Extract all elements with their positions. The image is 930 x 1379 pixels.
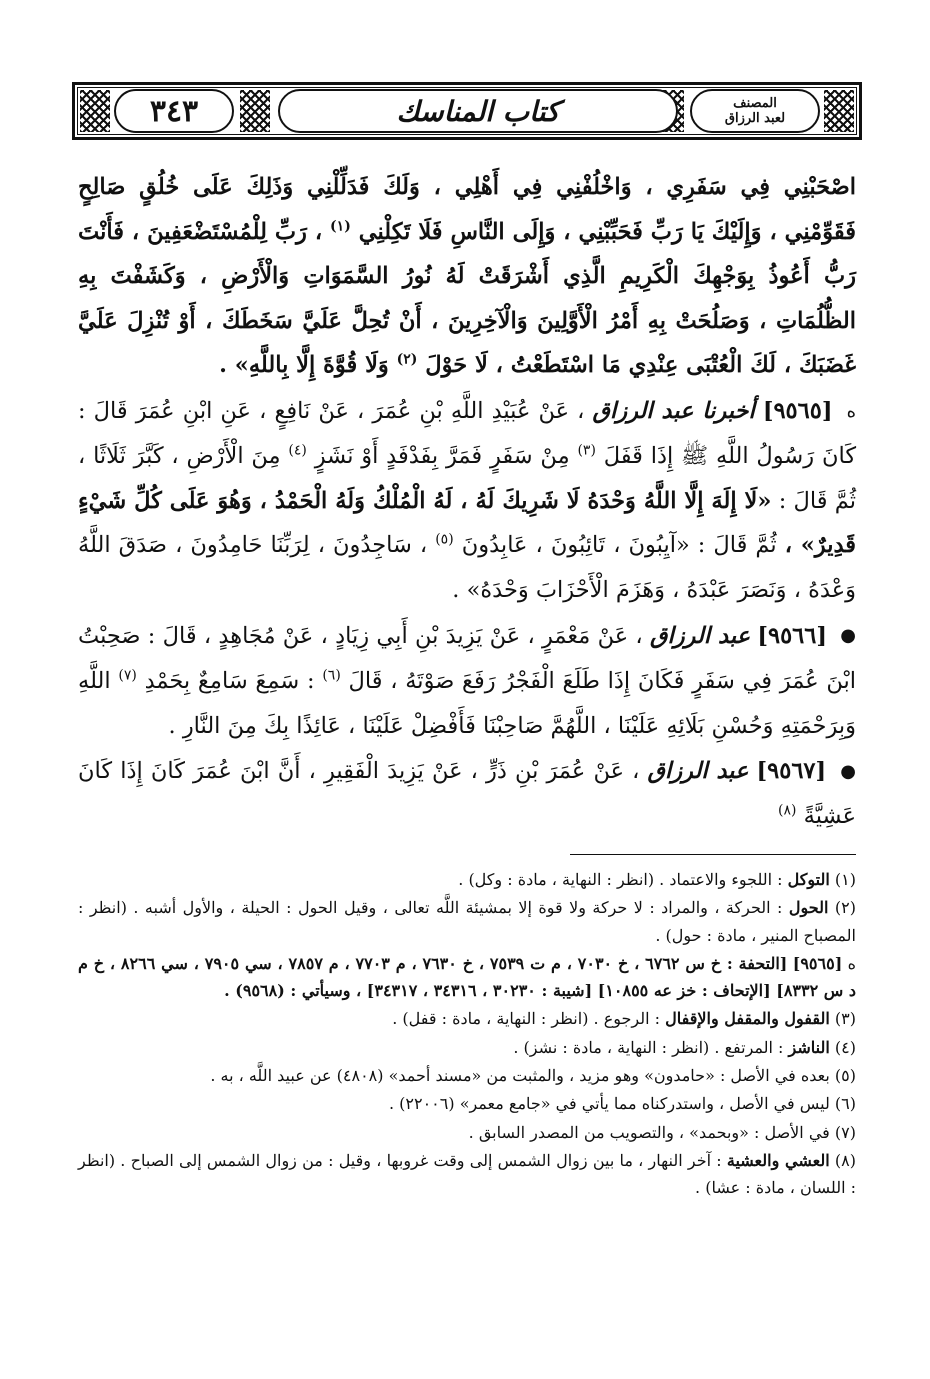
hadith-marker: ● [840,625,856,647]
ornament-pattern [240,90,270,132]
main-text [78,165,856,839]
text-line: وَإِلَيْكَ يَا رَبِّ فَحَبِّبْنِي ، وَإِلَى النَّاسِ فَلَا تَكِلْنِي [358,218,762,245]
text-line: وَنَصَرَ عَبْدَهُ ، وَهَزَمَ الْأَحْزَابَ وَحْدَهُ» . [452,577,787,604]
hadith-9567 [78,749,856,839]
footnote-term: التوكل [787,870,830,889]
text-line: اصْحَبْنِي فِي سَفَرِي ، وَاخْلُفْنِي فِي أَهْلِي ، وَلَكَ فَدَلِّلْنِي وَذَلِكَ عَلَى خُلُقٍ صَالِحٍ فَقَوِّمْنِي ، [78,174,856,245]
text-line: «لَا إِلَهَ إِلَّا اللَّهُ وَحْدَهُ لَا شَرِيكَ لَهُ ، لَهُ الْمُلْكُ وَلَهُ الْحَمْدُ ، وَهُوَ عَلَى كُلِّ شَيْءٍ قَدِيرٌ» ، [78,487,857,559]
footnote-number: (٢) [834,898,856,918]
footnote-ref: (٢) [396,351,418,368]
footnote-item [78,1062,856,1089]
text-line: : سَمِعَ سَامِعٌ بِحَمْدِ [144,667,315,694]
text-line: بِوَجْهِكَ الْكَرِيمِ الَّذِي أَشْرَقَتْ لَهُ نُورُ السَّمَوَاتِ وَالْأَرْضِ ، وَكَشَفْتَ بِهِ الظُّلُمَاتِ ، [78,263,856,334]
footnote-item [78,1090,856,1117]
text-line: ، سَاجِدُونَ ، لِرَبِّنَا حَامِدُونَ ، صَدَقَ اللَّهُ وَعْدَهُ ، [78,532,856,604]
footnote-number: (٤) [834,1037,856,1057]
text-line: مِنَ الْأَرْضِ ، كَبَّرَ ثَلَاثًا ، ثُمَّ [78,443,856,514]
footnote-term: الناشز [788,1037,830,1057]
text-line: قَالَ : [778,487,828,514]
footnote-term: [٩٥٦٥] [792,953,843,973]
page-number: ٣٤٣ [149,93,199,129]
footnote-ref: (٨) [778,802,797,819]
footnote-item [78,950,856,1005]
footnote-number: ه [847,953,857,973]
footnote-number: (٨) [834,1150,856,1170]
footnote-text: : اللجوء والاعتماد . (انظر : النهاية ، مادة : وكل) . [458,870,783,889]
text-line: وَبِرَحْمَتِهِ وَحُسْنِ بَلَائِهِ عَلَيْنَا ، اللَّهُمَّ صَاحِبْنَا فَأَفْضِلْ عَلَيْنَا ، عَائِذًا بِكَ مِنَ النَّارِ . [168,712,856,739]
text-line: وَلَا قُوَّةَ إِلَّا بِاللَّهِ» . [219,352,389,379]
footnote-number: (٦) [834,1094,856,1114]
book-logo-text [725,96,785,126]
footnote-number: (٣) [834,1009,856,1029]
footnote-item [78,1034,856,1061]
text-line: الْعُتْبَى عِنْدِي مَا اسْتَطَعْتُ ، لَا حَوْلَ [425,352,743,379]
hadith-source: أخبرنا عبد الرزاق [592,397,755,424]
text-line: اللَّهِ [78,667,111,694]
footnote-text: في الأصل : «وبحمد» ، والتصويب من المصدر السابق . [468,1122,830,1142]
hadith-9565 [78,389,856,613]
footnote-number: (٧) [834,1122,856,1142]
text-line: ثُمَّ قَالَ : «آيِبُونَ ، تَائِبُونَ ، عَابِدُونَ [461,532,777,559]
footnotes [78,866,856,1203]
footnote-item [78,894,856,949]
footnote-ref: (٦) [322,667,341,684]
footnote-number: (٥) [834,1066,856,1086]
hadith-number: [٩٥٦٧] [756,758,827,785]
footnote-ref: (٥) [435,531,454,548]
footnote-divider [570,854,856,855]
chapter-title: كتاب المناسك [396,94,560,128]
footnote-term: القفول والمقفل والإقفال [665,1009,830,1029]
hadith-source: عبد الرزاق [647,758,749,785]
footnote-ref: (٤) [288,442,307,459]
footnote-text: : الرجوع . (انظر : النهاية ، مادة : قفل) . [392,1009,661,1029]
text-line: ، عَنْ عُبَيْدِ اللَّهِ بْنِ عُمَرَ ، عَنْ نَافِعٍ ، عَنِ ابْنِ عُمَرَ قَالَ : كَانَ [78,397,857,470]
text-line: ، عَنْ مَعْمَرٍ ، عَنْ يَزِيدَ بْنِ أَبِي زِيَادٍ ، عَنْ مُجَاهِدٍ ، قَالَ : صَحِبْتُ [78,622,643,649]
text-line: مِنْ سَفَرٍ فَمَرَّ بِفَدْفَدٍ أَوْ نَشَزٍ [314,443,570,470]
footnote-text: : الحركة ، والمراد : لا حركة ولا قوة إلا بمشيئة اللَّه تعالى ، وقيل الحول : الحيلة ، والأول أشبه . (انظر : المصباح المنير ، مادة : حول) . [78,898,856,945]
text-line: وَصَلُحَتْ بِهِ أَمْرُ الْأَوَّلِينَ وَالْآخِرِينَ ، أَنْ تُحِلَّ عَلَيَّ سَخَطَكَ ، أَوْ تُنْزِلَ عَلَيَّ غَضَبَكَ ، لَكَ [78,307,856,379]
footnote-text: : آخر النهار ، ما بين زوال الشمس إلى وقت غروبها ، وقيل : من زوال الشمس إلى الصباح . (انظر : اللسان ، مادة : عشا) . [78,1150,856,1198]
footnote-text: ليس في الأصل ، واستدركناه مما يأتي في «جامع معمر» (٢٢٠٠٦) . [388,1094,830,1114]
hadith-number: [٩٥٦٦] [757,622,827,649]
footnote-ref: (٧) [118,667,137,684]
book-logo [690,89,820,133]
footnote-number: (١) [834,870,856,889]
text-line: ، عَنْ عُمَرَ بْنِ ذَرٍّ ، عَنْ يَزِيدَ الْفَقِيرِ ، أَنَّ ابْنَ عُمَرَ كَانَ إِذَا كَانَ عَشِيَّةً [78,758,856,830]
text-line: ، رَبِّ لِلْمُسْتَضْعَفِينَ ، فَأَنْتَ رَبُّ أَعُوذُ [78,218,856,290]
footnote-ref: (٣) [577,442,596,459]
logo-line: لعبد الرزاق [724,111,786,126]
footnote-text: : المرتفع . (انظر : النهاية ، مادة : نشز) . [513,1037,784,1057]
page-number-cartouche [114,89,234,133]
footnote-item [78,1147,856,1202]
hadith-9566 [78,614,856,748]
footnote-text: [التحفة : خ س ٦٧٦٢ ، خ ٧٠٣٠ ، م ت ٧٥٣٩ ، خ ٧٦٣٠ ، م ٧٧٠٣ ، م ٧٨٥٧ ، سي ٧٩٠٥ ، سي ٨٢٦٦ ، خ م د س ٨٣٣٢] [الإتحاف : خز عه ١٠٨٥٥] [شيبة : ٣٠٢٣٠ ، ٣٤٣١٦ ، ٣٤٣١٧] ، وسيأتي : (٩٥٦٨) . [78,953,856,1001]
page-header [72,82,862,140]
paragraph-prayer [78,165,856,388]
text-line: رَسُولُ اللَّهِ ﷺ إِذَا قَفَلَ [603,443,815,470]
footnote-term: الحول [788,898,829,918]
footnote-item [78,1119,856,1146]
hadith-number: [٩٥٦٥] [762,397,833,424]
footnote-term: العشي والعشية [726,1150,830,1170]
footnote-item [78,866,856,893]
text-line: ابْنَ عُمَرَ فِي سَفَرٍ فَكَانَ إِذَا طَلَعَ الْفَجْرُ رَفَعَ صَوْتَهُ ، قَالَ [348,667,857,694]
logo-line: المصنف [733,96,777,111]
ornament-pattern [80,90,110,132]
footnote-ref: (١) [330,218,351,235]
hadith-marker: ه [846,400,857,422]
ornament-pattern [824,90,854,132]
hadith-source: عبد الرزاق [649,622,751,649]
footnote-text: بعده في الأصل : «حامدون» وهو مزيد ، والمثبت من «مسند أحمد» (٤٨٠٨) عن عبيد اللَّه ، به . [210,1066,830,1086]
chapter-title-cartouche [278,89,678,133]
hadith-marker: ● [840,760,856,782]
footnote-item [78,1005,856,1032]
